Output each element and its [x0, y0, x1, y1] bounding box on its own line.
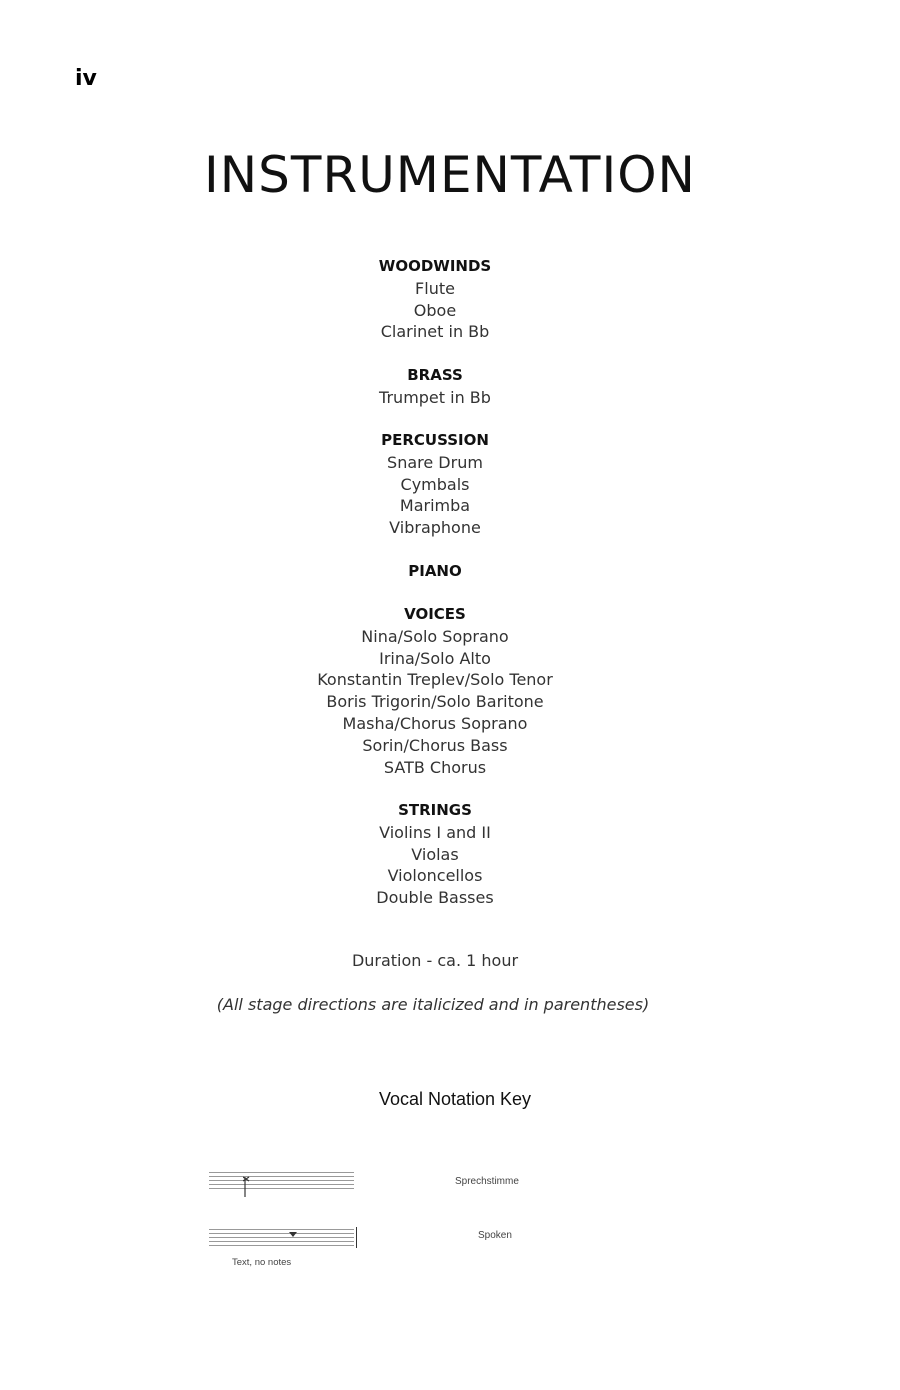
- instrument-item: Oboe: [413, 300, 457, 320]
- instrument-list: [0, 256, 870, 930]
- spoken-staff: [209, 1229, 354, 1249]
- instrument-item: Masha/Chorus Soprano: [342, 713, 528, 733]
- spoken-mark-icon: [289, 1232, 297, 1238]
- instrument-item: Irina/Solo Alto: [379, 648, 491, 668]
- section-heading: PIANO: [408, 561, 462, 580]
- section-woodwinds: [0, 256, 870, 343]
- section-heading: WOODWINDS: [378, 257, 492, 275]
- section-strings: [0, 800, 870, 909]
- notation-key-title: Vocal Notation Key: [378, 1089, 532, 1109]
- section-heading: BRASS: [407, 365, 463, 384]
- instrument-item: Violoncellos: [387, 866, 483, 886]
- section-brass: [0, 365, 870, 409]
- sprechstimme-staff: [209, 1172, 354, 1192]
- barline: [356, 1227, 357, 1248]
- section-piano: [0, 561, 870, 583]
- spoken-caption: Text, no notes: [232, 1257, 292, 1268]
- instrument-item: Violins I and II: [379, 822, 491, 842]
- page-title: INSTRUMENTATION: [204, 146, 696, 204]
- instrument-item: Vibraphone: [389, 518, 481, 538]
- section-heading: PERCUSSION: [381, 430, 489, 449]
- instrument-item: Marimba: [399, 496, 471, 516]
- instrument-item: Violas: [411, 844, 459, 864]
- section-heading: STRINGS: [398, 800, 472, 819]
- page-number: iv: [75, 66, 97, 91]
- sprechstimme-note-icon: [243, 1175, 253, 1199]
- section-heading: VOICES: [404, 604, 466, 623]
- instrument-item: Cymbals: [400, 474, 470, 494]
- spoken-label: Spoken: [478, 1230, 512, 1241]
- instrument-item: Sorin/Chorus Bass: [362, 735, 508, 755]
- instrument-item: Clarinet in Bb: [380, 322, 490, 342]
- section-voices: [0, 604, 870, 778]
- instrument-item: Boris Trigorin/Solo Baritone: [326, 692, 544, 712]
- instrument-item: Flute: [415, 278, 455, 298]
- instrument-item: Nina/Solo Soprano: [361, 626, 509, 646]
- sprechstimme-label: Sprechstimme: [455, 1176, 519, 1187]
- duration-text: Duration - ca. 1 hour: [351, 951, 519, 970]
- instrument-item: Trumpet in Bb: [379, 387, 491, 407]
- instrument-item: Double Basses: [376, 888, 494, 908]
- instrument-item: Snare Drum: [387, 452, 483, 472]
- section-percussion: [0, 430, 870, 539]
- instrument-item: SATB Chorus: [383, 757, 487, 777]
- instrument-item: Konstantin Treplev/Solo Tenor: [317, 670, 553, 690]
- stage-directions-note: (All stage directions are italicized and in parentheses): [216, 995, 650, 1014]
